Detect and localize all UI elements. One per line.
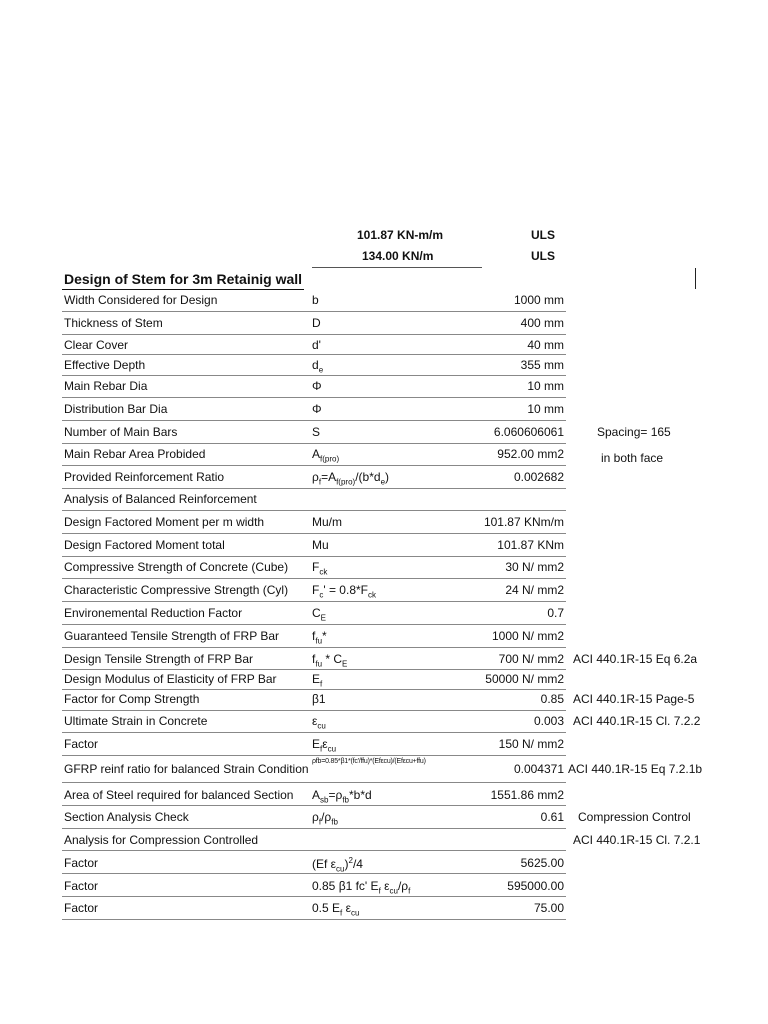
row-divider xyxy=(62,624,566,625)
row-symbol: $E_f\varepsilon_{cu}$ xyxy=(312,737,337,754)
row-value: 50000 N/ mm2 xyxy=(485,672,564,686)
row-description: Main Rebar Dia xyxy=(64,379,148,393)
row-symbol: $d_e$ xyxy=(312,358,324,375)
row-symbol: Φ xyxy=(312,402,322,416)
row-symbol: $E_f$ xyxy=(312,672,323,689)
section-heading: Analysis for Compression Controlled xyxy=(64,833,259,847)
row-divider xyxy=(62,443,566,444)
summary-moment-value: 101.87 KN-m/m xyxy=(357,228,444,242)
row-value: 24 N/ mm2 xyxy=(505,583,564,597)
row-value: 0.003 xyxy=(533,714,564,728)
row-symbol: $f_{fu} * C_E$ xyxy=(312,652,348,669)
row-value: 400 mm xyxy=(520,316,564,330)
row-description: Design Factored Moment total xyxy=(64,538,225,552)
row-symbol: b xyxy=(312,293,319,307)
row-divider xyxy=(62,710,566,711)
row-description: Factor xyxy=(64,879,99,893)
row-value: 0.7 xyxy=(547,606,564,620)
row-value: 0.004371 xyxy=(513,762,564,776)
row-value: 952.00 mm2 xyxy=(497,447,564,461)
row-description: GFRP reinf ratio for balanced Strain Condition xyxy=(64,762,309,776)
row-divider xyxy=(62,375,566,376)
row-description: Effective Depth xyxy=(64,358,146,372)
row-symbol: (Ef $\varepsilon_{cu})^2/4$ xyxy=(312,856,363,874)
row-description: Factor xyxy=(64,737,99,751)
row-divider xyxy=(62,334,566,335)
row-divider xyxy=(62,755,566,756)
row-divider xyxy=(62,919,566,920)
row-description: Compressive Strength of Concrete (Cube) xyxy=(64,560,289,574)
row-symbol: $F_c' = 0.8*F_{ck}$ xyxy=(312,583,376,600)
row-divider xyxy=(62,601,566,602)
row-divider xyxy=(62,533,566,534)
row-value: 1000 N/ mm2 xyxy=(491,629,564,643)
row-value: 101.87 KNm/m xyxy=(483,515,564,529)
row-symbol: $\varepsilon_{cu}$ xyxy=(312,714,326,731)
row-symbol: $f_{fu}*$ xyxy=(312,629,327,646)
row-value: 0.85 xyxy=(540,692,564,706)
summary-shear-value: 134.00 KN/m xyxy=(362,249,434,263)
summary-moment-state: ULS xyxy=(531,228,555,242)
row-description: Width Considered for Design xyxy=(64,293,218,307)
row-description: Area of Steel required for balanced Section xyxy=(64,788,294,802)
row-description: Factor for Comp Strength xyxy=(64,692,200,706)
row-description: Guaranteed Tensile Strength of FRP Bar xyxy=(64,629,280,643)
page-title: Design of Stem for 3m Retainig wall xyxy=(64,271,303,287)
row-divider xyxy=(62,510,566,511)
row-divider xyxy=(62,732,566,733)
row-description: Clear Cover xyxy=(64,338,129,352)
summary-underline xyxy=(312,267,482,268)
row-description: Ultimate Strain in Concrete xyxy=(64,714,208,728)
row-value: 150 N/ mm2 xyxy=(498,737,564,751)
row-symbol: $A_{f(pro)}$ xyxy=(312,447,340,464)
row-symbol: $\rho_f/\rho_{fb}$ xyxy=(312,810,338,827)
row-divider xyxy=(62,397,566,398)
row-description: Main Rebar Area Probided xyxy=(64,447,206,461)
row-divider xyxy=(62,647,566,648)
row-value: 10 mm xyxy=(527,379,564,393)
row-divider xyxy=(62,556,566,557)
row-description: Characteristic Compressive Strength (Cyl) xyxy=(64,583,289,597)
row-value: 6.060606061 xyxy=(493,425,564,439)
row-symbol: $A_{sb}=\rho_{fb}*b*d$ xyxy=(312,788,372,805)
row-symbol: D xyxy=(312,316,321,330)
row-divider xyxy=(62,896,566,897)
row-divider xyxy=(62,850,566,851)
row-divider xyxy=(62,873,566,874)
row-divider xyxy=(62,311,566,312)
row-divider xyxy=(62,689,566,690)
row-symbol: d' xyxy=(312,338,321,352)
row-description: Thickness of Stem xyxy=(64,316,163,330)
row-value: 1551.86 mm2 xyxy=(490,788,564,802)
row-description: Design Factored Moment per m width xyxy=(64,515,265,529)
row-symbol: 0.5 $E_f$ $\varepsilon_{cu}$ xyxy=(312,901,360,918)
row-value: 75.00 xyxy=(533,901,564,915)
row-divider xyxy=(62,782,566,783)
row-symbol: $\rho_f=A_{f(pro)}/(b*d_e)$ xyxy=(312,470,390,487)
row-description: Design Tensile Strength of FRP Bar xyxy=(64,652,253,666)
row-description: Factor xyxy=(64,901,99,915)
row-value: 1000 mm xyxy=(513,293,564,307)
row-symbol: $C_E$ xyxy=(312,606,327,623)
row-divider xyxy=(62,828,566,829)
row-symbol: S xyxy=(312,425,321,439)
row-symbol: $F_{ck}$ xyxy=(312,560,328,577)
row-note: ACI 440.1R-15 Eq 7.2.1b xyxy=(568,762,703,776)
row-value: 355 mm xyxy=(520,358,564,372)
row-description: Section Analysis Check xyxy=(64,810,189,824)
row-description: Design Modulus of Elasticity of FRP Bar xyxy=(64,672,277,686)
row-divider xyxy=(62,578,566,579)
row-symbol: β1 xyxy=(312,692,326,706)
row-value: 30 N/ mm2 xyxy=(505,560,564,574)
row-note: Compression Control xyxy=(578,810,691,824)
row-note: ACI 440.1R-15 Cl. 7.2.2 xyxy=(573,714,701,728)
row-note: Spacing= 165 xyxy=(597,425,671,439)
row-symbol: Mu xyxy=(312,538,329,552)
row-value: 40 mm xyxy=(527,338,564,352)
row-symbol: 0.85 β1 fc' $E_f$ $\varepsilon_{cu}/\rho_f$ xyxy=(312,879,411,896)
section-heading: Analysis of Balanced Reinforcement xyxy=(64,492,257,506)
row-symbol: Φ xyxy=(312,379,322,393)
row-value: 0.002682 xyxy=(513,470,564,484)
row-note: ACI 440.1R-15 Eq 6.2a xyxy=(573,652,698,666)
row-divider xyxy=(62,488,566,489)
row-value: 0.61 xyxy=(540,810,564,824)
row-value: 10 mm xyxy=(527,402,564,416)
row-value: 700 N/ mm2 xyxy=(498,652,564,666)
row-symbol: ρfb=0.85*β1*(fc'/ffu)*(Efεcu)/(Efεcu+ffu) xyxy=(312,758,426,765)
row-divider xyxy=(62,805,566,806)
row-description: Factor xyxy=(64,856,99,870)
row-value: 101.87 KNm xyxy=(497,538,564,552)
row-note: ACI 440.1R-15 Cl. 7.2.1 xyxy=(573,833,701,847)
row-value: 5625.00 xyxy=(520,856,564,870)
row-note: ACI 440.1R-15 Page-5 xyxy=(573,692,695,706)
row-description: Provided Reinforcement Ratio xyxy=(64,470,225,484)
text-cursor xyxy=(695,268,696,289)
summary-shear-state: ULS xyxy=(531,249,555,263)
row-value: 595000.00 xyxy=(507,879,564,893)
row-divider xyxy=(62,465,566,466)
row-divider xyxy=(62,420,566,421)
row-description: Distribution Bar Dia xyxy=(64,402,168,416)
row-note: in both face xyxy=(601,451,664,465)
row-symbol: Mu/m xyxy=(312,515,342,529)
row-description: Number of Main Bars xyxy=(64,425,178,439)
row-description: Environemental Reduction Factor xyxy=(64,606,243,620)
title-underline xyxy=(62,289,304,290)
row-divider xyxy=(62,669,566,670)
row-divider xyxy=(62,354,566,355)
